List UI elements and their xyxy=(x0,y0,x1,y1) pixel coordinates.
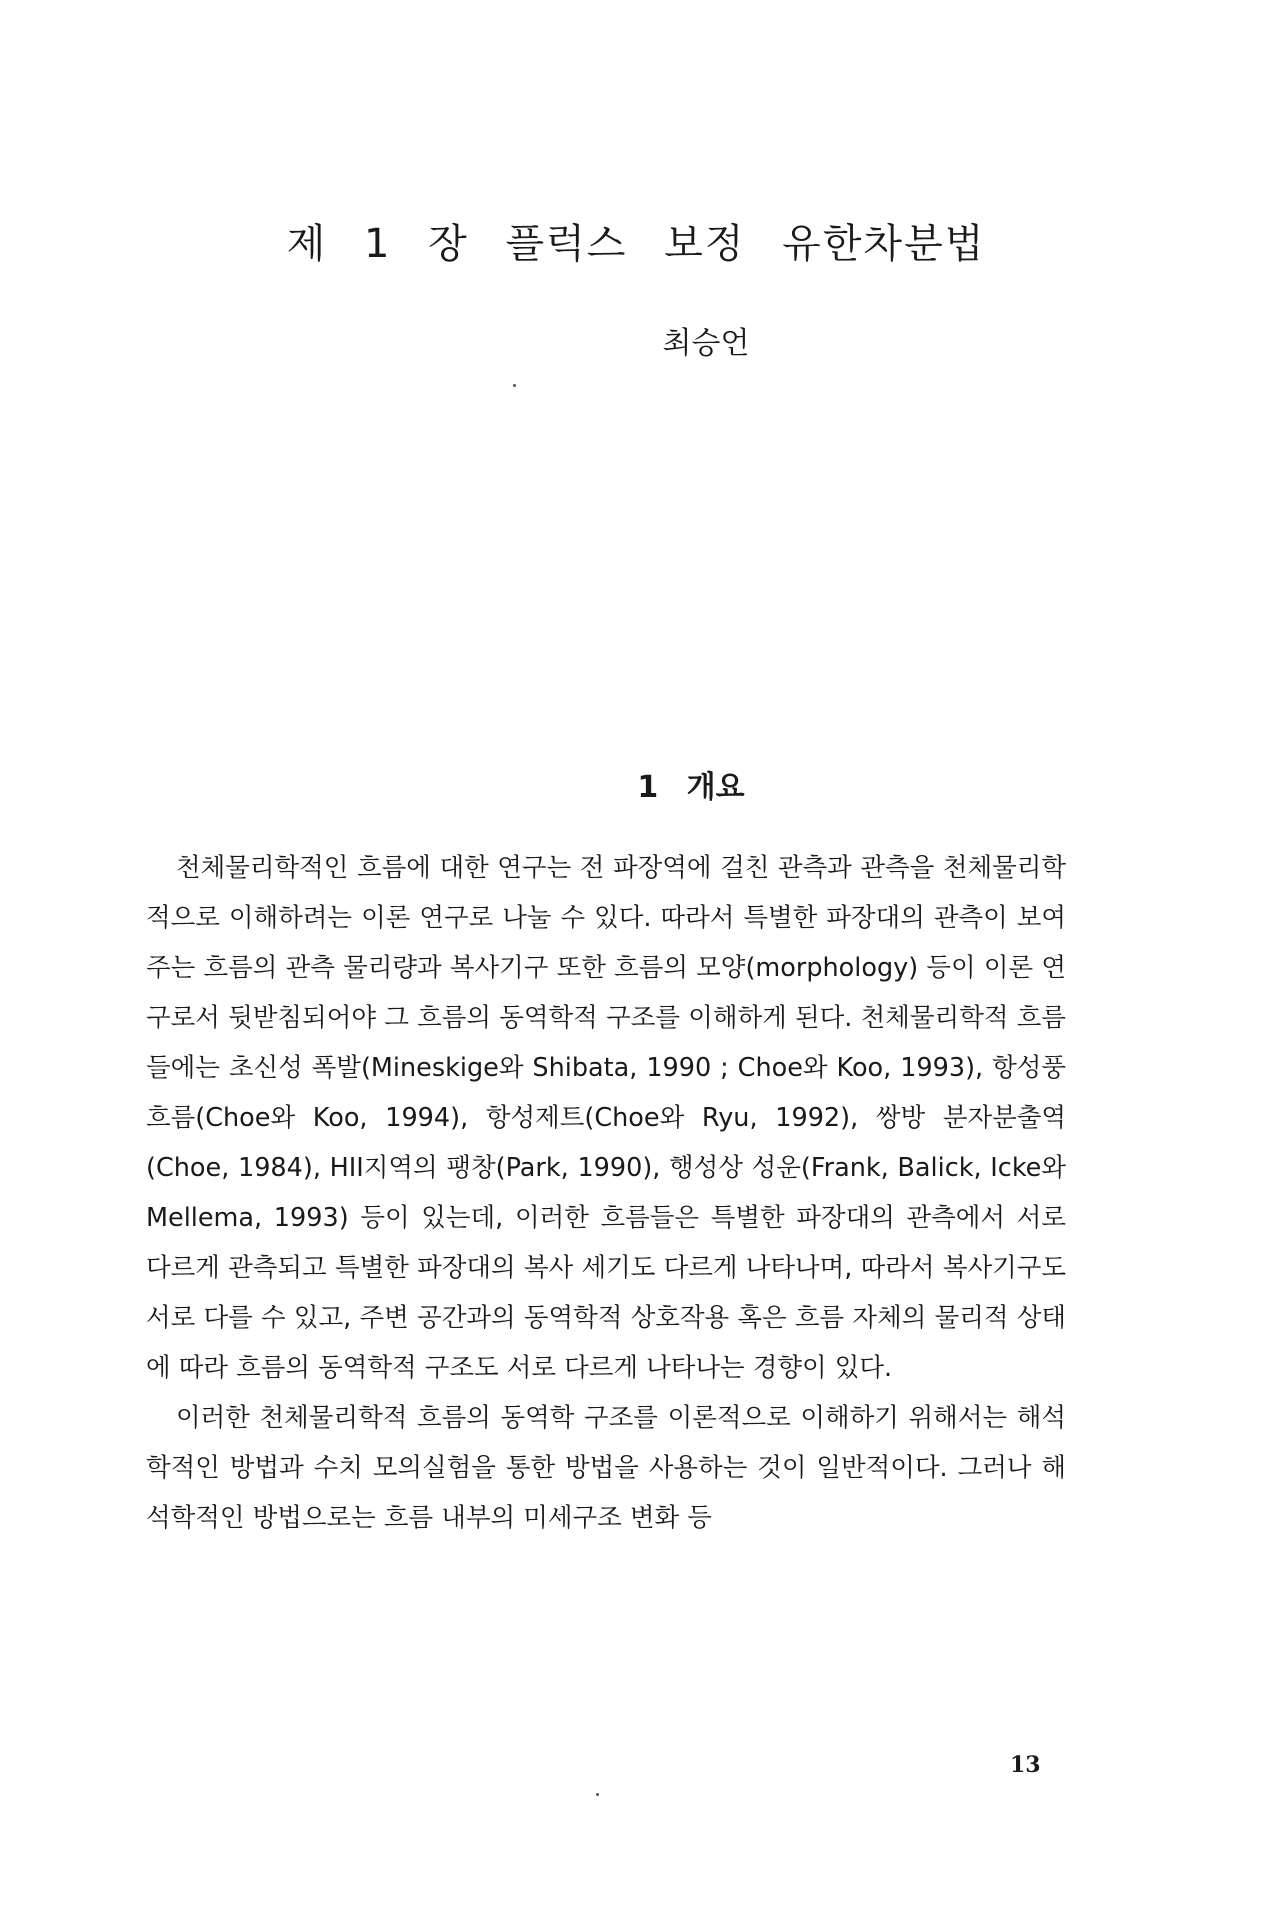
paragraph-overview: 천체물리학적인 흐름에 대한 연구는 전 파장역에 걸친 관측과 관측을 천체물리학적으로 이해하려는 이론 연구로 나눌 수 있다. 따라서 특별한 파장대의 관측이 보여주는 흐름의 관측 물리량과 복사기구 또한 흐름의 모양(morphology) 등이 이론 연구로서 뒷받침되어야 그 흐름의 동역학적 구조를 이해하게 된다. 천체물리학적 흐름들에는 초신성 폭발(Mineskige와 Shibata, 1990 ; Choe와 Koo, 1993), 항성풍 흐름(Choe와 Koo, 1994), 항성제트(Choe와 Ryu, 1992), 쌍방 분자분출역(Choe, 1984), HII지역의 팽창(Park, 1990), 행성상 성운(Frank, Balick, Icke와 Mellema, 1993) 등이 있는데, 이러한 흐름들은 특별한 파장대의 관측에서 서로 다르게 관측되고 특별한 파장대의 복사 세기도 다르게 나타나며, 따라서 복사기구도 서로 다를 수 있고, 주변 공간과의 동역학적 상호작용 혹은 흐름 자체의 물리적 상태에 따라 흐름의 동역학적 구조도 서로 다르게 나타나는 경향이 있다. xyxy=(146,853,1066,1383)
scan-speck xyxy=(596,1793,599,1796)
body-text xyxy=(146,843,1066,1543)
paragraph-methods: 이러한 천체물리학적 흐름의 동역학 구조를 이론적으로 이해하기 위해서는 해석학적인 방법과 수치 모의실험을 통한 방법을 사용하는 것이 일반적이다. 그러나 해석학적인 방법으로는 흐름 내부의 미세구조 변화 등 xyxy=(146,1403,1066,1533)
author-name: 최승언 xyxy=(662,326,750,361)
page-number: 13 xyxy=(1010,1752,1041,1778)
scan-speck xyxy=(513,384,516,387)
section-heading: 1 개요 xyxy=(637,770,745,805)
chapter-title: 제 1 장 플럭스 보정 유한차분법 xyxy=(286,221,986,267)
